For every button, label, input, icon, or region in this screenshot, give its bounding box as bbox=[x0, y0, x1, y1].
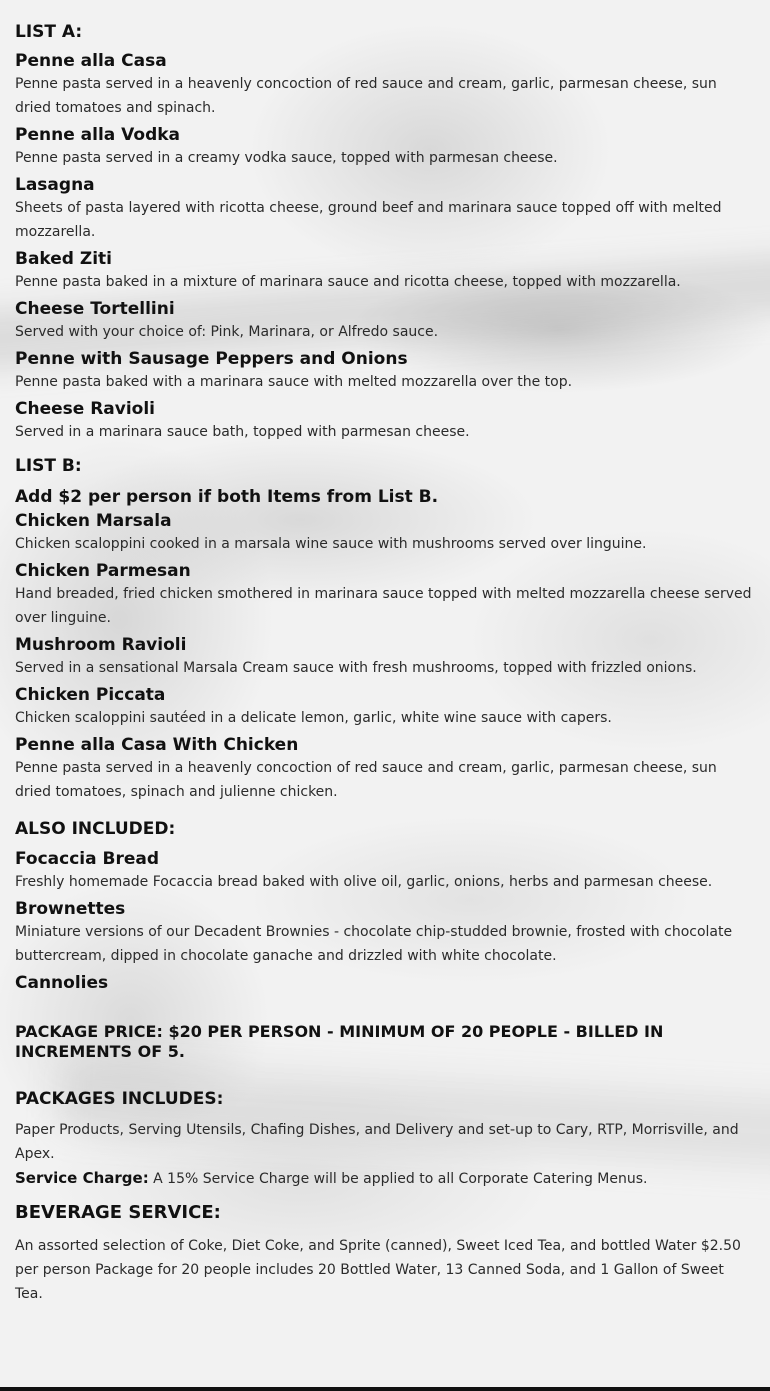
catering-menu bbox=[15, 20, 755, 1306]
menu-item-cheese-tortellini bbox=[15, 298, 755, 344]
service-charge-text: A 15% Service Charge will be applied to all Corporate Catering Menus. bbox=[148, 1171, 648, 1187]
menu-item-baked-ziti bbox=[15, 248, 755, 294]
menu-item-description: Sheets of pasta layered with ricotta cheese, ground beef and marinara sauce topped off with melted mozzarella. bbox=[15, 200, 722, 240]
list-b-items bbox=[15, 510, 755, 804]
list-b-note: Add $2 per person if both Items from List B. bbox=[15, 487, 439, 507]
menu-item-description: Miniature versions of our Decadent Brownies - chocolate chip-studded brownie, frosted with chocolate buttercream, dipped in chocolate ganache and drizzled with white chocolate. bbox=[15, 924, 733, 964]
menu-item-name: Brownettes bbox=[15, 899, 126, 919]
menu-item-name: Cheese Ravioli bbox=[15, 399, 156, 419]
menu-item-description: Penne pasta served in a heavenly concoction of red sauce and cream, garlic, parmesan cheese, sun dried tomatoes and spinach. bbox=[15, 76, 717, 116]
menu-item-name: Penne alla Casa bbox=[15, 51, 167, 71]
also-included-items bbox=[15, 848, 755, 994]
service-charge-label: Service Charge: bbox=[15, 1169, 149, 1187]
menu-item-description: Chicken scaloppini sautéed in a delicate lemon, garlic, white wine sauce with capers. bbox=[15, 710, 612, 726]
menu-item-name: Chicken Parmesan bbox=[15, 561, 191, 581]
list-a-items bbox=[15, 50, 755, 444]
menu-item-focaccia-bread bbox=[15, 848, 755, 894]
menu-item-description: Freshly homemade Focaccia bread baked with olive oil, garlic, onions, herbs and parmesan cheese. bbox=[15, 874, 713, 890]
menu-item-lasagna bbox=[15, 174, 755, 244]
package-price: PACKAGE PRICE: $20 PER PERSON - MINIMUM OF 20 PEOPLE - BILLED IN INCREMENTS OF 5. bbox=[15, 1022, 664, 1061]
menu-item-description: Served in a sensational Marsala Cream sauce with fresh mushrooms, topped with frizzled onions. bbox=[15, 660, 697, 676]
menu-item-chicken-piccata bbox=[15, 684, 755, 730]
menu-item-name: Cannolies bbox=[15, 973, 109, 993]
bottom-divider bbox=[0, 1387, 770, 1391]
menu-item-penne-alla-vodka bbox=[15, 124, 755, 170]
menu-item-penne-alla-casa-chicken bbox=[15, 734, 755, 804]
menu-item-description: Hand breaded, fried chicken smothered in marinara sauce topped with melted mozzarella cheese served over linguine. bbox=[15, 586, 752, 626]
menu-item-name: Baked Ziti bbox=[15, 249, 113, 269]
list-a-heading: LIST A: bbox=[15, 22, 83, 42]
menu-item-description: Served in a marinara sauce bath, topped with parmesan cheese. bbox=[15, 424, 470, 440]
service-charge bbox=[15, 1166, 755, 1191]
menu-item-name: Chicken Marsala bbox=[15, 511, 172, 531]
menu-item-chicken-marsala bbox=[15, 510, 755, 556]
menu-item-name: Cheese Tortellini bbox=[15, 299, 175, 319]
menu-item-description: Penne pasta baked with a marinara sauce with melted mozzarella over the top. bbox=[15, 374, 573, 390]
menu-item-name: Chicken Piccata bbox=[15, 685, 166, 705]
menu-item-penne-alla-casa bbox=[15, 50, 755, 120]
menu-item-cannolies bbox=[15, 972, 755, 994]
beverage-service-heading: BEVERAGE SERVICE: bbox=[15, 1202, 221, 1223]
menu-item-penne-sausage-peppers-onions bbox=[15, 348, 755, 394]
menu-item-description: Served with your choice of: Pink, Marinara, or Alfredo sauce. bbox=[15, 324, 439, 340]
menu-item-description: Penne pasta served in a creamy vodka sauce, topped with parmesan cheese. bbox=[15, 150, 558, 166]
menu-item-description: Penne pasta baked in a mixture of marinara sauce and ricotta cheese, topped with mozzarella. bbox=[15, 274, 681, 290]
menu-item-name: Penne alla Vodka bbox=[15, 125, 181, 145]
menu-item-description: Penne pasta served in a heavenly concoction of red sauce and cream, garlic, parmesan cheese, sun dried tomatoes, spinach and julienne chicken. bbox=[15, 760, 717, 800]
menu-item-chicken-parmesan bbox=[15, 560, 755, 630]
menu-item-name: Penne with Sausage Peppers and Onions bbox=[15, 349, 408, 369]
menu-item-name: Penne alla Casa With Chicken bbox=[15, 735, 299, 755]
menu-item-mushroom-ravioli bbox=[15, 634, 755, 680]
packages-includes-description: Paper Products, Serving Utensils, Chafing Dishes, and Delivery and set-up to Cary, RTP, Morrisville, and Apex. bbox=[15, 1122, 739, 1162]
menu-item-cheese-ravioli bbox=[15, 398, 755, 444]
menu-item-name: Mushroom Ravioli bbox=[15, 635, 187, 655]
menu-item-name: Focaccia Bread bbox=[15, 849, 160, 869]
packages-includes-heading: PACKAGES INCLUDES: bbox=[15, 1089, 224, 1109]
menu-item-description: Chicken scaloppini cooked in a marsala wine sauce with mushrooms served over linguine. bbox=[15, 536, 647, 552]
beverage-service-description: An assorted selection of Coke, Diet Coke, and Sprite (canned), Sweet Iced Tea, and bottled Water $2.50 per person Package for 20 people includes 20 Bottled Water, 13 Canned Soda, and 1 Gallon of Sweet Tea. bbox=[15, 1238, 741, 1302]
menu-item-name: Lasagna bbox=[15, 175, 95, 195]
also-included-heading: ALSO INCLUDED: bbox=[15, 819, 176, 839]
menu-item-brownettes bbox=[15, 898, 755, 968]
list-b-heading: LIST B: bbox=[15, 456, 82, 476]
